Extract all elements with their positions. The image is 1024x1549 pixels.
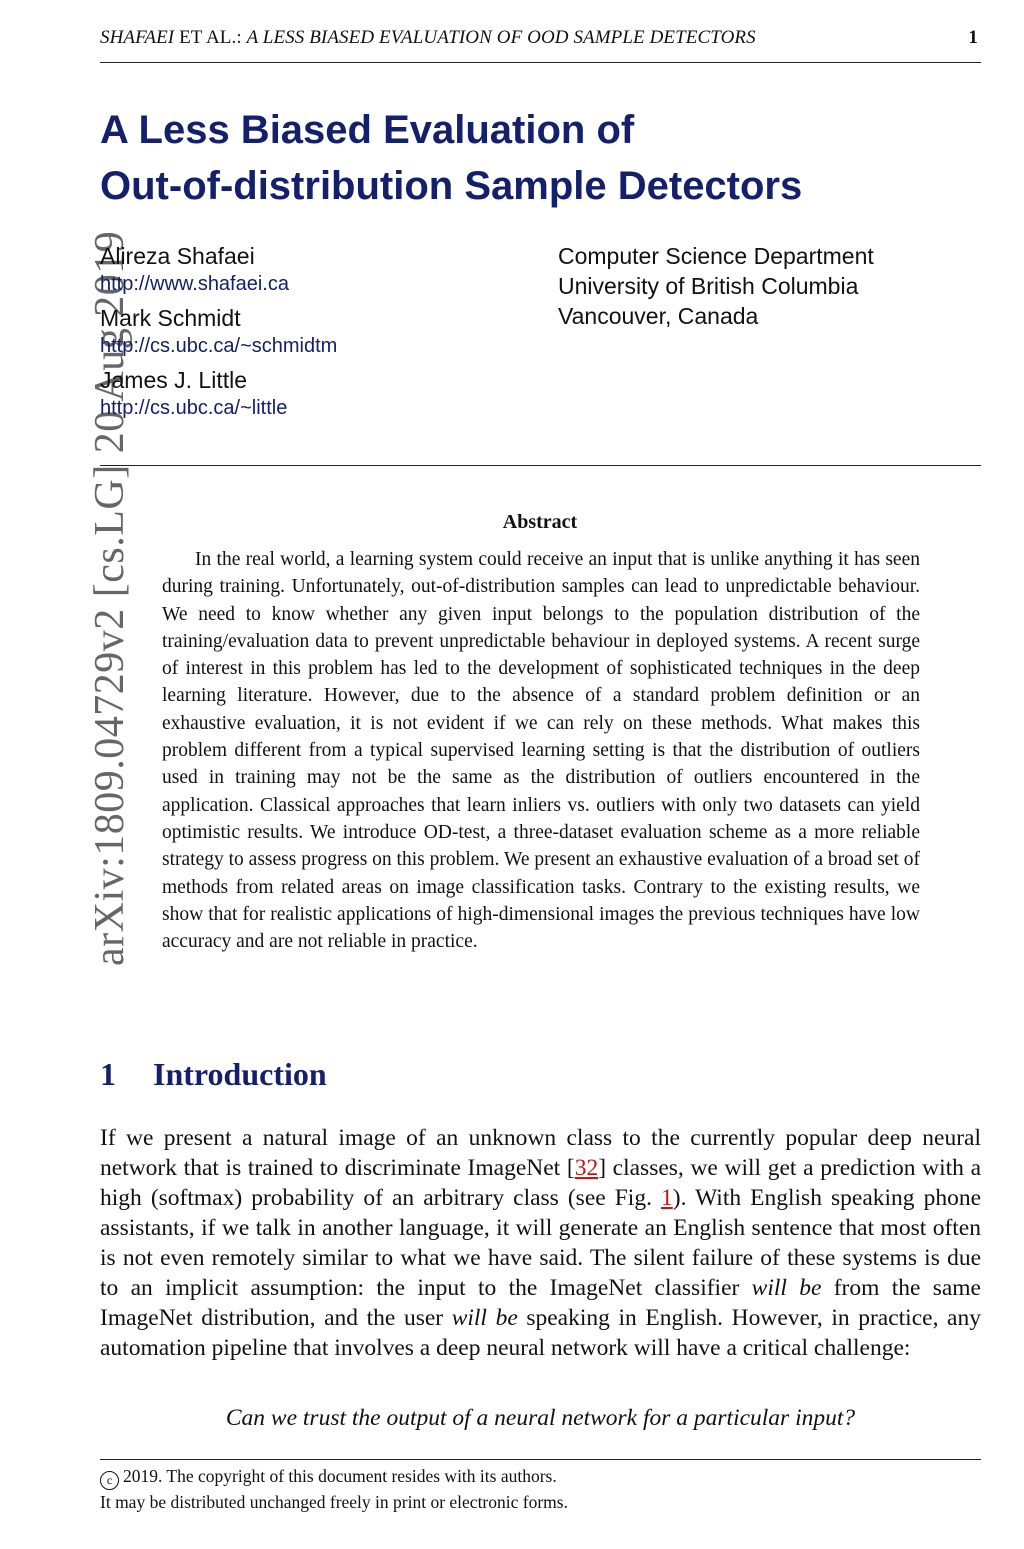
author-name: Alireza Shafaei: [100, 243, 255, 269]
abstract-heading: Abstract: [502, 511, 578, 533]
abstract-text: In the real world, a learning system could receive an input that is unlike anything it has seen during training. Unfortunately, out-of-distribution samples can lead to unpredictable behaviour. We need to know whether any given input belongs to the population distribution of the training/evaluation data to prevent unpredictable behaviour in deployed systems. A recent surge of interest in this problem has led to the development of sophisticated techniques in the deep learning literature. However, due to the absence of a standard problem definition or an exhaustive evaluation, it is not evident if we can rely on these methods. What makes this problem different from a typical supervised learning setting is that the distribution of outliers used in training may not be the same as the distribution of outliers encountered in the application. Classical approaches that learn inliers vs. outliers with only two datasets can yield optimistic results. We introduce OD-test, a three-dataset evaluation scheme as a more reliable strategy to assess progress on this problem. We present an exhaustive evaluation of a broad set of methods from related areas on image classification tasks. Contrary to the existing results, we show that for realistic applications of high-dimensional images the previous techniques have low accuracy and are not reliable in practice.: [162, 549, 920, 953]
running-head-author: SHAFAEI: [100, 27, 175, 48]
figure-ref-link[interactable]: 1: [661, 1185, 673, 1211]
affiliation: [558, 241, 874, 331]
paper-title: [100, 102, 802, 214]
running-head-title: [100, 27, 756, 49]
section-heading: [100, 1056, 327, 1093]
arxiv-stamp: [48, 86, 133, 966]
footnote-rule: [100, 1459, 981, 1460]
intro-paragraph: [100, 1123, 981, 1363]
running-head: [100, 27, 980, 55]
intro-text: ] classes, we will get a prediction with a high (softmax) probability of an arbitrary class (see Fig.: [100, 1155, 981, 1211]
intro-emphasis: will be: [451, 1305, 518, 1331]
author-list: [100, 241, 337, 427]
header-rule: [100, 62, 981, 63]
intro-text: ). With English speaking phone assistants, if we talk in another language, it will generate an English sentence that most often is not even remotely similar to what we have said. The silent failure of these systems is due to an implicit assumption: the input to the ImageNet classifier: [100, 1185, 981, 1301]
author-name: Mark Schmidt: [100, 305, 241, 331]
author-homepage-link[interactable]: http://cs.ubc.ca/~little: [100, 397, 288, 419]
paper-title-line2: Out-of-distribution Sample Detectors: [100, 164, 803, 208]
author-entry: [100, 241, 337, 297]
section-title: Introduction: [153, 1056, 327, 1092]
title-block-rule: [100, 465, 981, 466]
author-entry: [100, 365, 337, 421]
arxiv-stamp-text: arXiv:1809.04729v2 [cs.LG] 20 Aug 2019: [87, 230, 133, 966]
intro-text: speaking in English. However, in practice, any automation pipeline that involves a deep neural network will have a critical challenge:: [100, 1305, 981, 1361]
affiliation-department: Computer Science Department: [558, 243, 874, 269]
citation-link[interactable]: 32: [574, 1155, 599, 1181]
running-head-et-al: ET AL.:: [174, 27, 247, 48]
copyright-icon: c: [100, 1471, 119, 1490]
author-name: James J. Little: [100, 367, 247, 393]
copyright-footnote: [100, 1464, 568, 1514]
intro-text: If we present a natural image of an unknown class to the currently popular deep neural network that is trained to discriminate ImageNet [: [100, 1125, 981, 1181]
key-question: Can we trust the output of a neural network for a particular input?: [225, 1405, 856, 1431]
footnote-line-2: It may be distributed unchanged freely in print or electronic forms.: [100, 1492, 568, 1512]
intro-emphasis: will be: [751, 1275, 822, 1301]
page-number: 1: [968, 27, 978, 48]
running-head-short-title: A LESS BIASED EVALUATION OF OOD SAMPLE DETECTORS: [246, 27, 756, 48]
intro-text: from the same ImageNet distribution, and the user: [100, 1275, 981, 1331]
footnote-text: 2019. The copyright of this document resides with its authors.: [123, 1466, 557, 1486]
author-homepage-link[interactable]: http://www.shafaei.ca: [100, 273, 289, 295]
affiliation-location: Vancouver, Canada: [558, 303, 759, 329]
author-entry: [100, 303, 337, 359]
footnote-line-1: [100, 1464, 568, 1490]
author-homepage-link[interactable]: http://cs.ubc.ca/~schmidtm: [100, 335, 338, 357]
affiliation-university: University of British Columbia: [558, 273, 859, 299]
paper-title-line1: A Less Biased Evaluation of: [100, 108, 635, 152]
section-number: 1: [100, 1056, 116, 1092]
